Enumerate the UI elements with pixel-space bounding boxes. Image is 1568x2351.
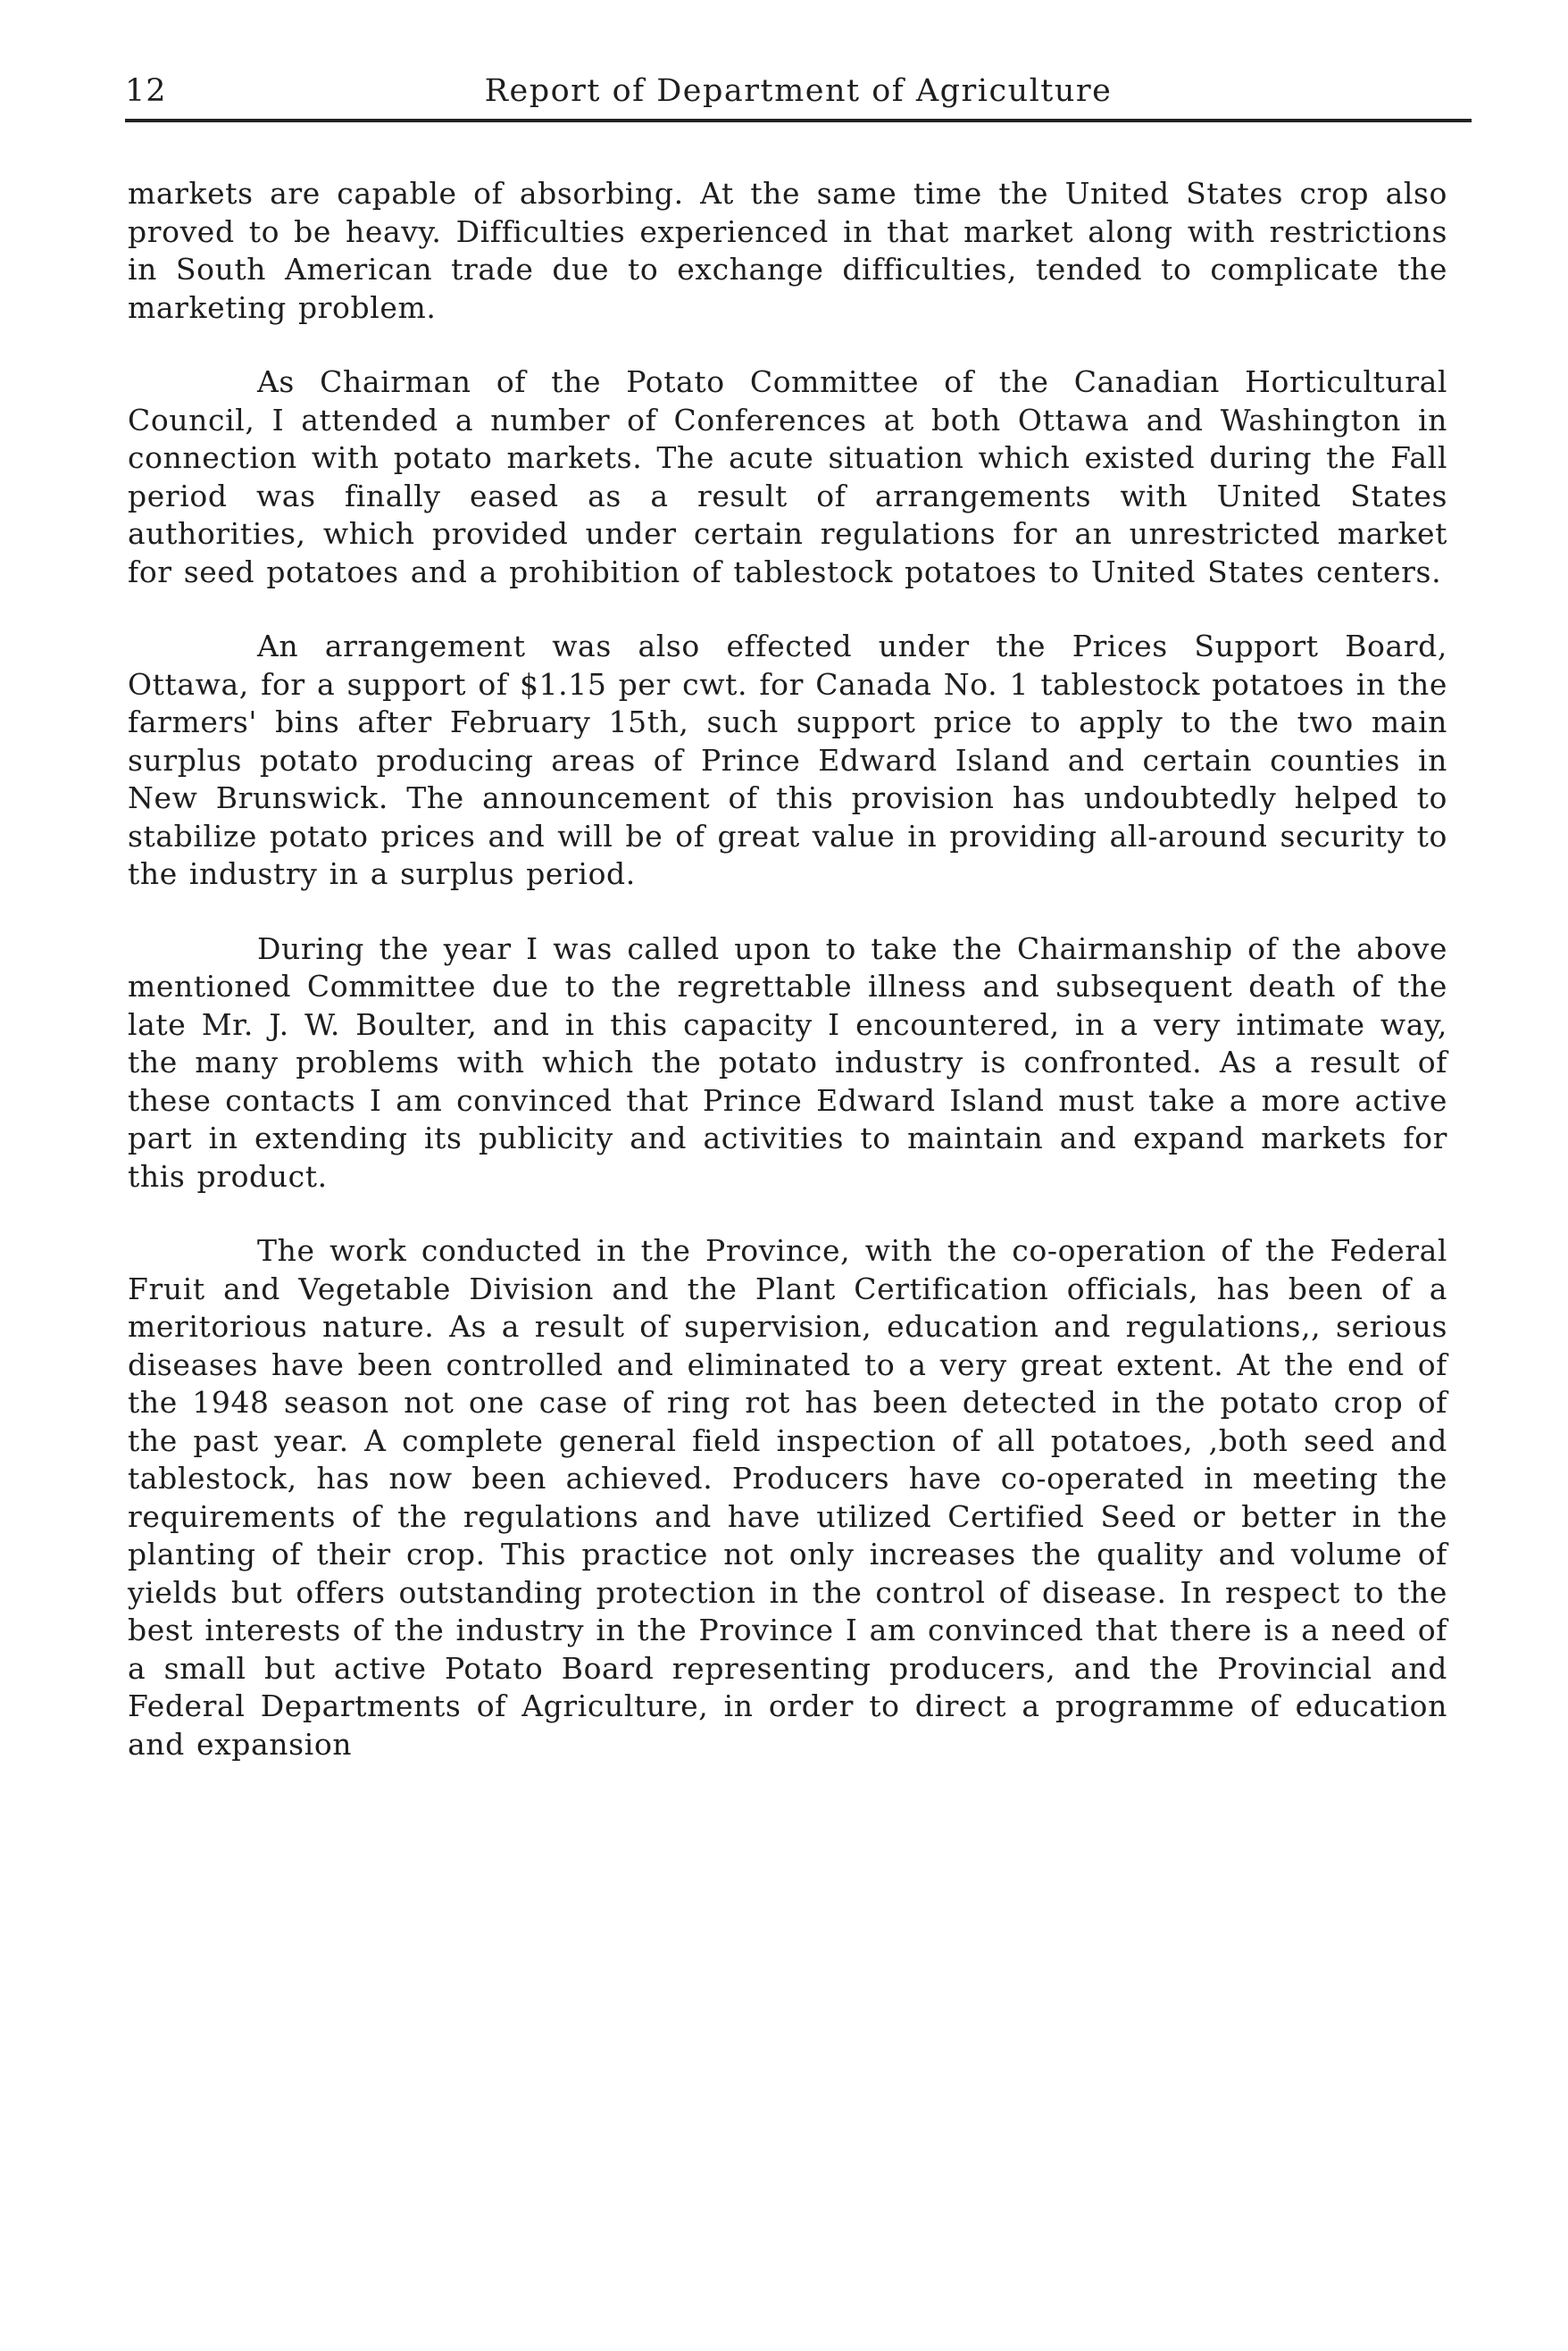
paragraph-chairmanship: During the year I was called upon to take the Chairmanship of the above mentioned Committee due to the regrettable illness and subsequent death of the late Mr. J. W. Boulter, and in this capacity I encountered, in a very intimate way, the many problems with which the potato industry is confronted. As a result of these contacts I am convinced that Prince Edward Island must take a more active part in extending its publicity and activities to maintain and expand markets for this product.	[128, 930, 1447, 1194]
header-rule	[125, 119, 1472, 122]
running-title: Report of Department of Agriculture	[484, 73, 1113, 109]
page-header	[125, 63, 1472, 120]
paragraph-price-support: An arrangement was also effected under the Prices Support Board, Ottawa, for a support of $1.15 per cwt. for Canada No. 1 tablestock potatoes in the farmers' bins after February 15th, such support price to apply to the two main surplus potato producing areas of Prince Edward Island and certain counties in New Brunswick. The announcement of this provision has undoubtedly helped to stabilize potato prices and will be of great value in providing all-around security to the industry in a surplus period.	[128, 629, 1447, 891]
paragraph-potato-committee: As Chairman of the Potato Committee of the Canadian Horticultural Council, I attended a number of Conferences at both Ottawa and Washington in connection with potato markets. The acute situation which existed during the Fall period was finally eased as a result of arrangements with United States authorities, which provided under certain regulations for an unrestricted market for seed potatoes and a prohibition of tablestock potatoes to United States centers.	[128, 364, 1447, 589]
paragraph-continued: markets are capable of absorbing. At the same time the United States crop also proved to be heavy. Difficulties experienced in that market along with restrictions in South American trade due to exchange difficulties, tended to complicate the marketing problem.	[128, 176, 1447, 325]
page-number: 12	[125, 73, 167, 109]
paragraph-disease-control: The work conducted in the Province, with the co-operation of the Federal Fruit and Vegetable Division and the Plant Certification officials, has been of a meritorious nature. As a result of supervision, education and regulations,, serious diseases have been controlled and eliminated to a very great extent. At the end of the 1948 season not one case of ring rot has been detected in the potato crop of the past year. A complete general field inspection of all potatoes, ,both seed and tablestock, has now been achieved. Producers have co-operated in meeting the requirements of the regulations and have utilized Certified Seed or better in the planting of their crop. This practice not only increases the quality and volume of yields but offers outstanding protection in the control of disease. In respect to the best interests of the industry in the Province I am convinced that there is a need of a small but active Potato Board representing producers, and the Provincial and Federal Departments of Agriculture, in order to direct a programme of education and expansion	[128, 1233, 1447, 1762]
body-text	[128, 175, 1447, 1800]
